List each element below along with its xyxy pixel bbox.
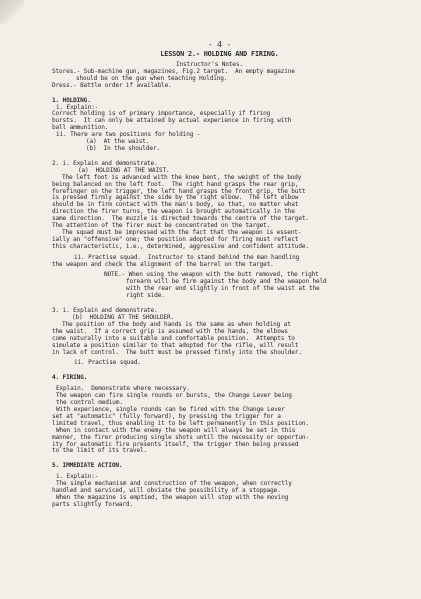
body-line: same direction. The muzzle is directed towards the centre of the target.	[52, 215, 309, 223]
page-number: - 4 -	[207, 40, 232, 49]
note-line: NOTE.- When using the weapon with the butt removed, the right	[104, 271, 319, 279]
body-line: ii. There are two positions for holding -	[56, 131, 201, 139]
body-line: parts slightly forward.	[52, 500, 133, 508]
subheading-holding-at-shoulder: (b) HOLDING AT THE SHOULDER.	[72, 314, 175, 321]
note-line: forearm will be firm against the body and the weapon held	[126, 278, 327, 286]
section-2-heading: 2. i. Explain and demonstrate.	[52, 159, 158, 167]
body-line: limited travel, thus enabling it to be left permanently in this position.	[52, 419, 309, 427]
body-line: the waist. If a correct grip is assumed with the hands, the elbows	[52, 327, 288, 335]
subheading-holding-at-waist: (a) HOLDING AT THE WAIST.	[78, 166, 170, 174]
body-line: ially an "offensive" one; the position adopted for firing must reflect	[52, 235, 299, 243]
page-corner-fold	[0, 0, 24, 24]
body-line: The attention of the firer must be concentrated on the target.	[52, 222, 271, 230]
body-line: bursts. It can only be attained by actual experience in firing with	[52, 117, 292, 125]
body-line: The weapon can fire single rounds or bursts, the Change Lever being	[56, 392, 292, 400]
stores-line-2: should be on the gun when teaching Holding.	[76, 74, 228, 82]
note-line: with the rear end slightly in front of the waist at the	[126, 285, 320, 293]
instructors-notes-heading: Instructor's Notes.	[176, 61, 243, 68]
body-line: simulate a position similar to that adopted for the rifle, will result	[52, 341, 299, 349]
body-line: this characteristic, i.e., determined, aggressive and confident attitude.	[52, 242, 309, 250]
body-line: ball ammunition.	[52, 124, 109, 132]
body-line: Correct holding is of primary importance, especially if firing	[52, 110, 271, 118]
body-line: When the magazine is emptied, the weapon will stop with the moving	[56, 493, 289, 501]
body-line: The left foot is advanced with the knee bent, the weight of the body	[62, 173, 302, 181]
body-line: set at "automatic" (fully forward), by pressing the trigger for a	[52, 412, 281, 420]
body-line: should be in firm contact with the man's body, so that, no matter what	[52, 201, 299, 209]
section-3-heading: 3. i. Explain and demonstrate.	[52, 307, 158, 315]
body-line: in lack of control. The butt must be pressed firmly into the shoulder.	[52, 348, 302, 356]
body-line: (a) At the waist.	[86, 138, 150, 146]
body-line: come naturally into a suitable and comfortable position. Attempts to	[52, 334, 295, 342]
note-line: right side.	[126, 292, 165, 300]
body-line: The simple mechanism and construction of the weapon, when correctly	[56, 480, 292, 488]
body-line: The position of the body and hands is the same as when holding at	[62, 320, 291, 328]
section-5-explain: i. Explain:-	[56, 473, 99, 481]
section-4-heading: 4. FIRING.	[52, 374, 88, 382]
body-line: ii. Practise squad.	[74, 359, 141, 367]
body-line: (b) In the shoulder.	[86, 144, 160, 152]
body-line: is pressed firmly against the side by the right elbow. The left elbow	[52, 194, 299, 202]
body-line: the weapon and check the alignment of the barrel on the target.	[52, 260, 274, 268]
dress-line: Dress.- Battle order if available.	[52, 81, 172, 89]
lesson-title: LESSON 2.- HOLDING AND FIRING.	[160, 50, 279, 58]
section-1-heading: 1. HOLDING.	[52, 96, 91, 104]
body-line: to the limit of its travel.	[52, 447, 148, 455]
body-line: direction the firer turns, the weapon is brought automatically in the	[52, 208, 295, 216]
stores-line-1: Stores.- Sub-machine gun, magazines, Fig.2 target. An empty magazine	[52, 67, 295, 75]
body-line: handled and serviced, will obviate the possibility of a stoppage.	[52, 487, 281, 495]
body-line: The squad must be impressed with the fact that the weapon is essent-	[62, 228, 302, 236]
body-line: being balanced on the left foot. The right hand grasps the rear grip,	[52, 180, 299, 188]
body-line: forefinger on the trigger, the left hand grasps the front grip, the butt	[52, 187, 306, 195]
body-line: ity for automatic fire presents itself, the trigger then being pressed	[52, 440, 299, 448]
body-line: With experience, single rounds can be fired with the Change Lever	[56, 405, 285, 413]
body-line: manner, the firer producing single shots until the necessity or opportun-	[52, 433, 309, 441]
body-line: Explain. Demonstrate where necessary.	[56, 385, 190, 393]
section-5-heading: 5. IMMEDIATE ACTION.	[52, 462, 123, 470]
body-line: the control medium.	[56, 399, 123, 407]
body-line: ii. Practise squad. Instructor to stand behind the man handling	[74, 253, 300, 261]
body-line: When in contact with the enemy the weapon will always be set in this	[56, 426, 296, 434]
section-1-explain: i. Explain:-	[56, 103, 99, 111]
